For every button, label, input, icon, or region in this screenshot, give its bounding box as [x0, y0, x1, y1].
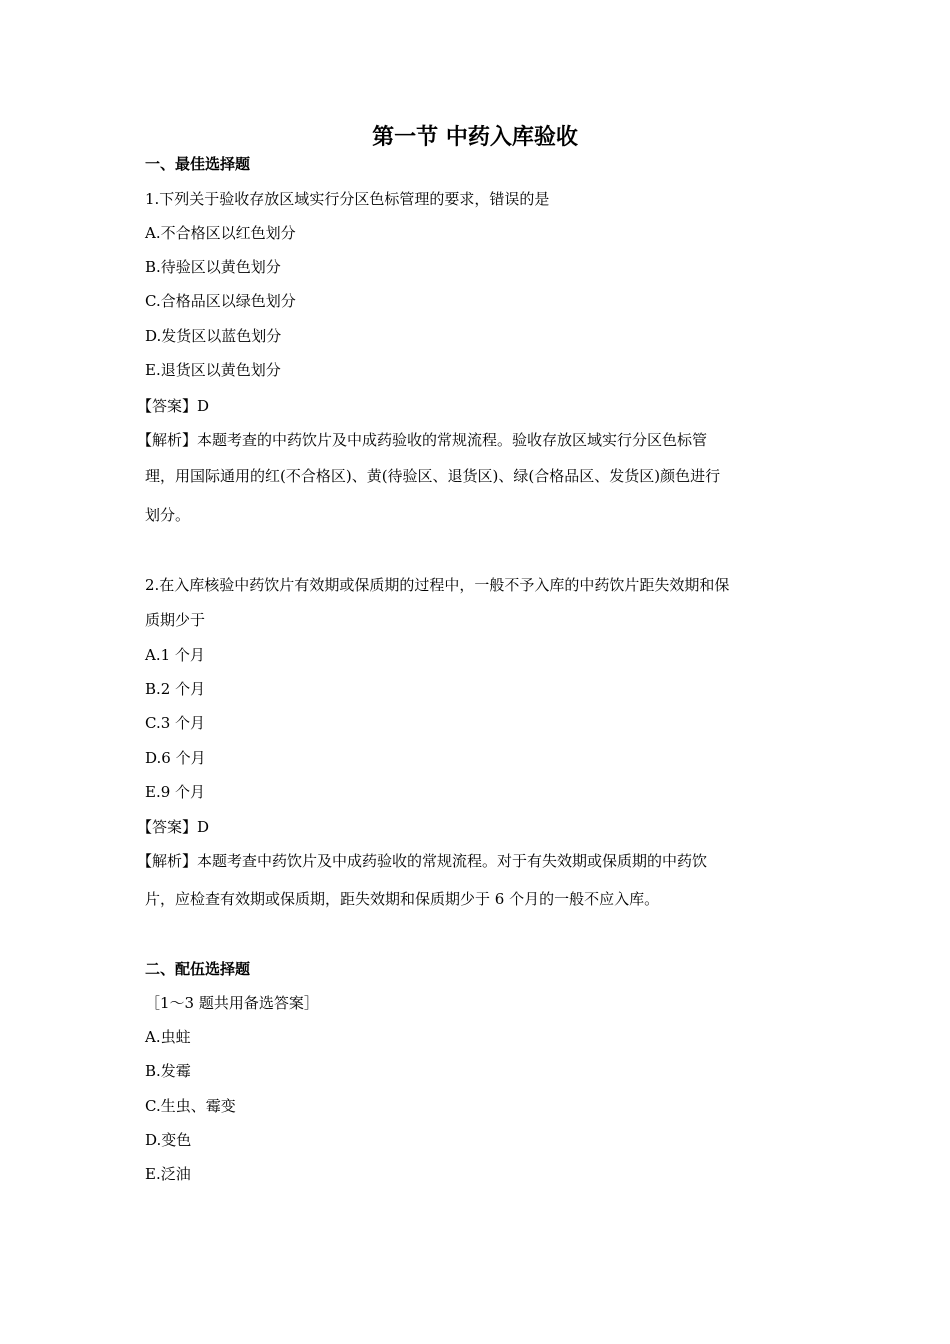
page-title: 第一节 中药入库验收	[372, 125, 578, 150]
q2-answer: 【答案】D	[137, 818, 210, 836]
shared-option-d: D.变色	[145, 1131, 192, 1149]
section2-heading: 二、配伍选择题	[145, 960, 251, 978]
shared-option-b: B.发霉	[145, 1062, 191, 1080]
q1-option-d: D.发货区以蓝色划分	[145, 327, 282, 345]
q2-stem-line2: 质期少于	[145, 611, 206, 629]
q1-option-b: B.待验区以黄色划分	[145, 258, 281, 276]
q2-option-e: E.9 个月	[145, 783, 206, 801]
q2-analysis-line2: 片，应检查有效期或保质期，距失效期和保质期少于 6 个月的一般不应入库。	[145, 890, 660, 908]
q1-analysis-line1: 【解析】本题考查的中药饮片及中成药验收的常规流程。验收存放区域实行分区色标管	[137, 431, 708, 449]
q1-option-e: E.退货区以黄色划分	[145, 361, 281, 379]
shared-option-e: E.泛油	[145, 1165, 191, 1183]
q1-stem: 1.下列关于验收存放区域实行分区色标管理的要求，错误的是	[145, 190, 550, 208]
q2-option-a: A.1 个月	[145, 646, 205, 664]
q1-analysis-line2: 理，用国际通用的红(不合格区)、黄(待验区、退货区)、绿(合格品区、发货区)颜色进行	[145, 467, 721, 485]
shared-option-a: A.虫蛀	[145, 1028, 191, 1046]
q1-option-a: A.不合格区以红色划分	[145, 224, 296, 242]
q2-option-c: C.3 个月	[145, 714, 206, 732]
q2-option-b: B.2 个月	[145, 680, 206, 698]
q1-option-c: C.合格品区以绿色划分	[145, 292, 296, 310]
q2-option-d: D.6 个月	[145, 749, 206, 767]
q2-stem-line1: 2.在入库核验中药饮片有效期或保质期的过程中，一般不予入库的中药饮片距失效期和保	[145, 576, 730, 594]
q1-analysis-line3: 划分。	[145, 506, 191, 524]
q1-answer: 【答案】D	[137, 397, 210, 415]
section1-heading: 一、最佳选择题	[145, 155, 251, 173]
q2-analysis-line1: 【解析】本题考查中药饮片及中成药验收的常规流程。对于有失效期或保质期的中药饮	[137, 852, 708, 870]
shared-option-c: C.生虫、霉变	[145, 1097, 236, 1115]
shared-options-note: ［1～3 题共用备选答案］	[145, 994, 319, 1012]
